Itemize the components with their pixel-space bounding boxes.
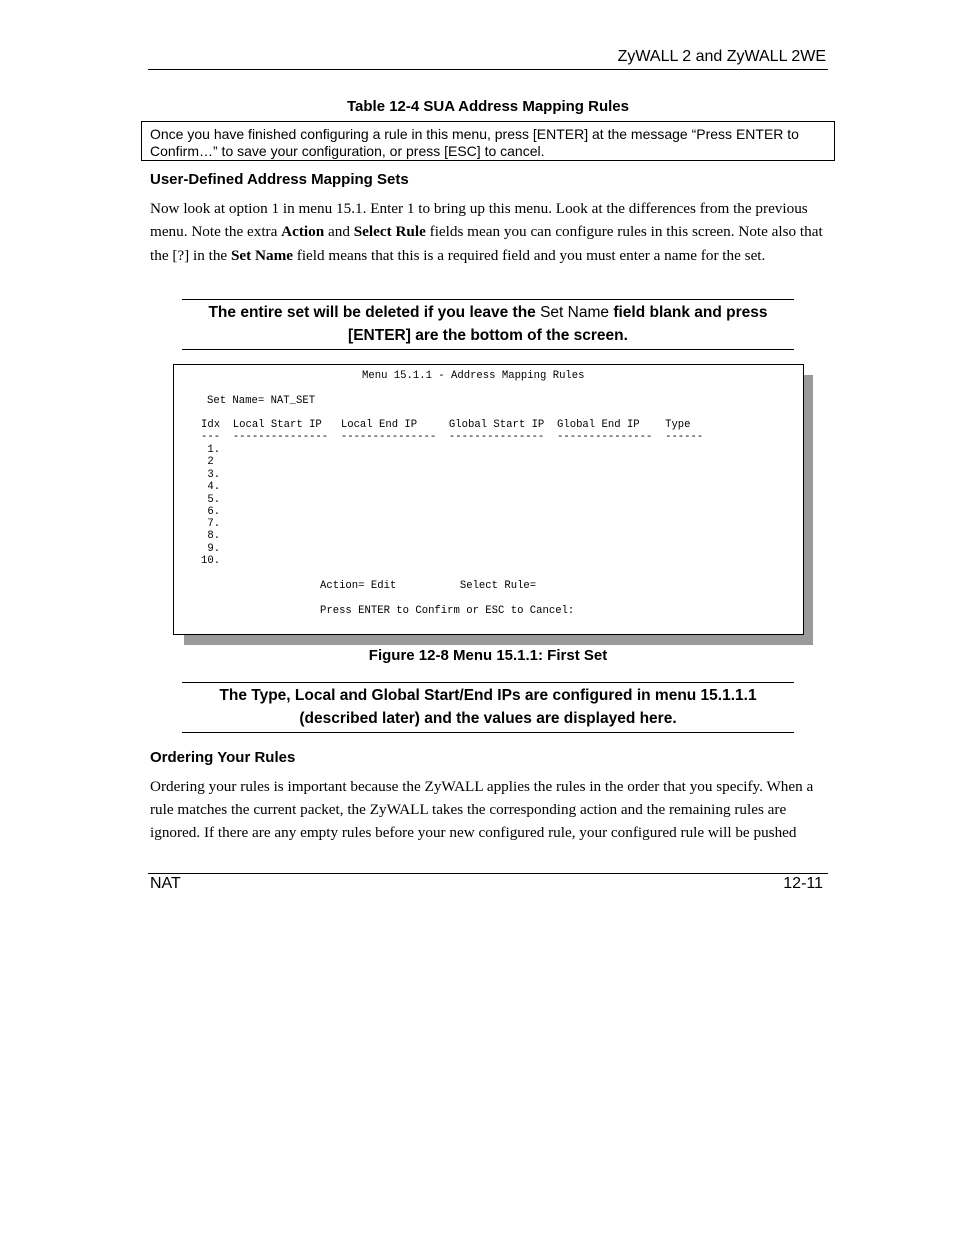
paragraph-text: Now look at option 1 in menu 15.1. Enter 1 to bring up this menu. Look at the differences from the previous menu. Note the extra bbox=[150, 200, 808, 241]
page-number: 12-11 bbox=[783, 875, 823, 892]
rule-row-8: 8. bbox=[201, 530, 221, 542]
body-paragraph-2: Ordering your rules is important because the ZyWALL applies the rules in the order that you specify. When a rule matches the current packet, the ZyWALL takes the corresponding action and the remaining rules are ignored. If there are any empty rules before your new configured rule, your configured rule will be pushed bbox=[150, 778, 814, 841]
rule-row-3: 3. bbox=[201, 469, 221, 481]
bold-term-action: Action bbox=[281, 223, 325, 241]
note-text: The entire set will be deleted if you leave the bbox=[208, 304, 541, 321]
body-paragraph-1 bbox=[150, 197, 830, 267]
terminal-screen bbox=[173, 364, 804, 635]
column-underline: --- --------------- --------------- --------------- --------------- ------ bbox=[201, 431, 704, 443]
note-text: The Type, Local and Global Start/End IPs are configured in menu 15.1.1.1 bbox=[219, 687, 757, 704]
note-top-rule bbox=[182, 299, 794, 300]
table-caption: Table 12-4 SUA Address Mapping Rules bbox=[346, 98, 629, 115]
paragraph-text: field means that this is a required field and you must enter a name for the set. bbox=[292, 246, 766, 264]
rule-row-1: 1. bbox=[201, 444, 221, 456]
note-text: (described later) and the values are displayed here. bbox=[299, 710, 677, 727]
note-ip-configuration bbox=[182, 684, 794, 730]
footer-chapter: NAT bbox=[150, 875, 181, 892]
rule-row-10: 10. bbox=[201, 555, 221, 567]
action-select-rule-fields: Action= Edit Select Rule= bbox=[320, 580, 537, 592]
note-top-rule bbox=[182, 682, 794, 683]
section-heading-ordering-rules: Ordering Your Rules bbox=[150, 749, 296, 766]
note-text: field blank and press bbox=[609, 304, 768, 321]
header-rule bbox=[148, 69, 828, 70]
rule-row-5: 5. bbox=[201, 494, 221, 506]
figure-caption: Figure 12-8 Menu 15.1.1: First Set bbox=[368, 647, 608, 664]
rule-row-2: 2 bbox=[201, 456, 214, 468]
rule-row-4: 4. bbox=[201, 481, 221, 493]
running-header: ZyWALL 2 and ZyWALL 2WE bbox=[617, 48, 826, 65]
note-term-set-name: Set Name bbox=[540, 304, 610, 321]
bold-term-select-rule: Select Rule bbox=[353, 223, 426, 241]
confirm-prompt: Press ENTER to Confirm or ESC to Cancel: bbox=[320, 605, 575, 617]
column-headers: Idx Local Start IP Local End IP Global Start IP Global End IP Type bbox=[201, 419, 691, 431]
set-name-field: Set Name= NAT_SET bbox=[207, 395, 316, 407]
footer-rule bbox=[148, 873, 828, 874]
menu-title: Menu 15.1.1 - Address Mapping Rules bbox=[362, 370, 585, 382]
note-bottom-rule bbox=[182, 732, 794, 733]
paragraph-text: and bbox=[324, 223, 354, 241]
note-bottom-rule bbox=[182, 349, 794, 350]
paragraph-text: fields mean you can configure rules in this screen. Note also that the [?] in the bbox=[150, 223, 823, 264]
bold-term-set-name: Set Name bbox=[230, 246, 293, 264]
rule-row-7: 7. bbox=[201, 518, 221, 530]
note-text: [ENTER] are the bottom of the screen. bbox=[348, 327, 628, 344]
note-set-deletion bbox=[182, 301, 794, 347]
terminal-content bbox=[174, 365, 803, 634]
table-note-box: Once you have finished configuring a rule in this menu, press [ENTER] at the message “Press ENTER to Confirm…” to save your configuration, or press [ESC] to cancel. bbox=[141, 121, 835, 161]
rule-row-9: 9. bbox=[201, 543, 221, 555]
section-heading-address-mapping-sets: User-Defined Address Mapping Sets bbox=[150, 171, 409, 188]
rule-row-6: 6. bbox=[201, 506, 221, 518]
